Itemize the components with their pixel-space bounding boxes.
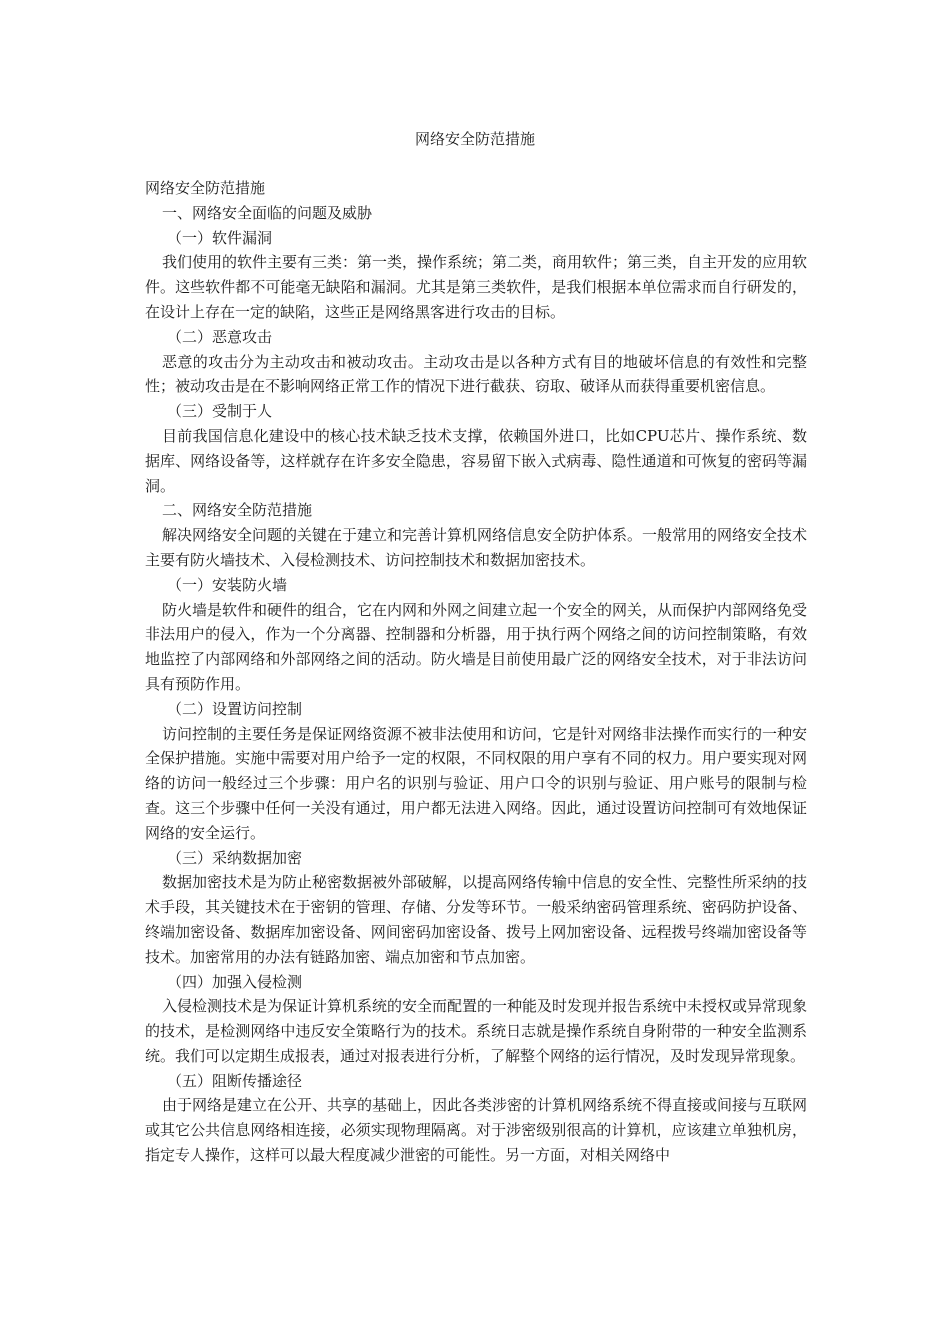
subsection-heading: （一）安装防火墙 (167, 575, 288, 594)
document-heading: 网络安全防范措施 (145, 179, 266, 197)
subsection-heading: （二）恶意攻击 (167, 327, 273, 346)
subsection-heading: （四）加强入侵检测 (167, 972, 303, 991)
paragraph: 防火墙是软件和硬件的组合，它在内网和外网之间建立起一个安全的网关，从而保护内部网络免受非法用户的侵入，作为一个分离器、控制器和分析器，用于执行两个网络之间的访问控制策略，有效地监控了内部网络和外部网络之间的活动。防火墙是目前使用最广泛的网络安全技术，对于非法访问具有预防作用。 (145, 600, 808, 693)
paragraph: 恶意的攻击分为主动攻击和被动攻击。主动攻击是以各种方式有目的地破坏信息的有效性和完整性；被动攻击是在不影响网络正常工作的情况下进行截获、窃取、破译从而获得重要机密信息。 (145, 352, 807, 396)
paragraph: 入侵检测技术是为保证计算机系统的安全而配置的一种能及时发现并报告系统中未授权或异常现象的技术，是检测网络中违反安全策略行为的技术。系统日志就是操作系统自身附带的一种安全监测系统。我们可以定期生成报表，通过对报表进行分析，了解整个网络的运行情况，及时发现异常现象。 (145, 997, 808, 1065)
paragraph: 解决网络安全问题的关键在于建立和完善计算机网络信息安全防护体系。一般常用的网络安全技术主要有防火墙技术、入侵检测技术、访问控制技术和数据加密技术。 (145, 526, 808, 569)
paragraph: 访问控制的主要任务是保证网络资源不被非法使用和访问，它是针对网络非法操作而实行的一种安全保护措施。实施中需要对用户给予一定的权限，不同权限的用户享有不同的权力。用户要实现对网络的访问一般经过三个步骤：用户名的识别与验证、用户口令的识别与验证、用户账号的限制与检查。这三个步骤中任何一关没有通过，用户都无法进入网络。因此，通过设置访问控制可有效地保证网络的安全运行。 (145, 724, 808, 842)
section-heading: 一、网络安全面临的问题及威胁 (162, 203, 373, 222)
subsection-heading: （一）软件漏洞 (167, 228, 273, 247)
subsection-heading: （二）设置访问控制 (167, 699, 303, 718)
paragraph: 由于网络是建立在公开、共享的基础上，因此各类涉密的计算机网络系统不得直接或间接与互联网或其它公共信息网络相连接，必须实现物理隔离。对于涉密级别很高的计算机，应该建立单独机房，指定专人操作，这样可以最大程度减少泄密的可能性。另一方面，对相关网络中 (145, 1096, 808, 1165)
paragraph: 目前我国信息化建设中的核心技术缺乏技术支撑，依赖国外进口，比如CPU芯片、操作系统、数据库、网络设备等，这样就存在许多安全隐患，容易留下嵌入式病毒、隐性通道和可恢复的密码等漏洞。 (145, 426, 807, 495)
subsection-heading: （五）阻断传播途径 (167, 1071, 303, 1090)
section-heading: 二、网络安全防范措施 (162, 501, 313, 520)
subsection-heading: （三）采纳数据加密 (167, 848, 303, 867)
document-title: 网络安全防范措施 (414, 130, 535, 148)
paragraph: 我们使用的软件主要有三类：第一类，操作系统；第二类，商用软件；第三类，自主开发的应用软件。这些软件都不可能毫无缺陷和漏洞。尤其是第三类软件，是我们根据本单位需求而自行研发的，在设计上存在一定的缺陷，这些正是网络黑客进行攻击的目标。 (145, 253, 808, 321)
paragraph: 数据加密技术是为防止秘密数据被外部破解，以提高网络传输中信息的安全性、完整性所采纳的技术手段，其关键技术在于密钥的管理、存储、分发等环节。一般采纳密码管理系统、密码防护设备、终端加密设备、数据库加密设备、网间密码加密设备、拨号上网加密设备、远程拨号终端加密设备等技术。加密常用的办法有链路加密、端点加密和节点加密。 (145, 873, 808, 966)
subsection-heading: （三）受制于人 (167, 402, 273, 421)
document-body (145, 176, 807, 1168)
